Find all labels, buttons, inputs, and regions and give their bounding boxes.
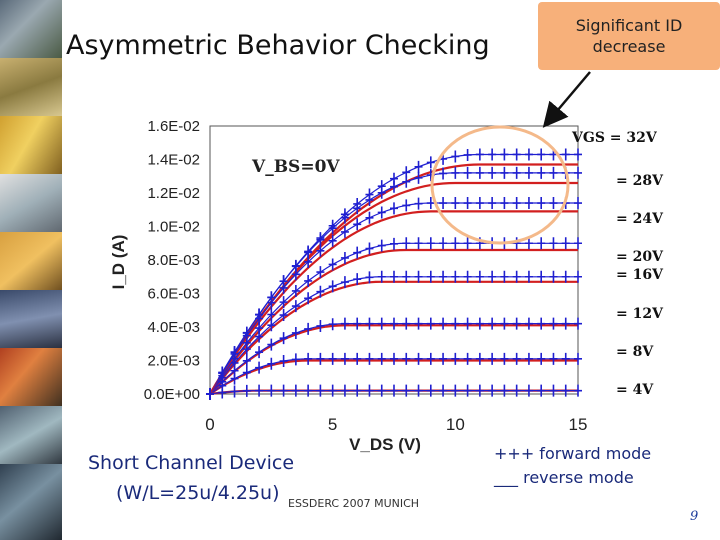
x-tick-label: 0: [205, 415, 215, 434]
vgs-label: VGS = 32V: [572, 130, 657, 146]
y-tick-label: 0.0E+00: [143, 386, 200, 403]
callout-arrow: [546, 72, 590, 124]
vgs-label: = 24V: [616, 211, 663, 227]
callout-line-2: decrease: [592, 37, 666, 56]
legend-forward: +++ forward mode: [494, 444, 652, 463]
page-number: 9: [690, 509, 699, 524]
x-tick-label: 10: [445, 415, 465, 434]
conference-footer: ESSDERC 2007 MUNICH: [288, 497, 420, 510]
y-tick-label: 4.0E-03: [147, 319, 200, 336]
vgs-label: = 16V: [616, 267, 663, 283]
device-line-1: Short Channel Device: [88, 452, 295, 474]
slide-title: Asymmetric Behavior Checking: [66, 30, 490, 61]
callout-line-1: Significant ID: [575, 16, 683, 35]
x-tick-label: 5: [327, 415, 338, 434]
device-line-2: (W/L=25u/4.25u): [116, 482, 280, 504]
x-tick-label: 15: [568, 415, 588, 434]
vbs-annotation: V_BS=0V: [252, 157, 340, 177]
vgs-label: = 8V: [616, 344, 654, 360]
y-tick-label: 1.6E-02: [147, 118, 200, 135]
vgs-label: = 28V: [616, 173, 663, 189]
y-tick-label: 1.2E-02: [147, 185, 200, 202]
legend-reverse: ___ reverse mode: [494, 468, 634, 487]
y-axis-label: I_D (A): [109, 234, 128, 290]
vgs-label: = 12V: [616, 306, 663, 322]
y-tick-label: 8.0E-03: [147, 252, 200, 269]
x-axis-label: V_DS (V): [349, 435, 421, 454]
y-tick-label: 6.0E-03: [147, 285, 200, 303]
y-tick-label: 1.4E-02: [147, 151, 200, 169]
vgs-label: = 20V: [616, 249, 663, 265]
y-tick-label: 1.0E-02: [147, 218, 200, 236]
y-tick-label: 2.0E-03: [147, 352, 200, 370]
vgs-label: = 4V: [616, 382, 654, 398]
